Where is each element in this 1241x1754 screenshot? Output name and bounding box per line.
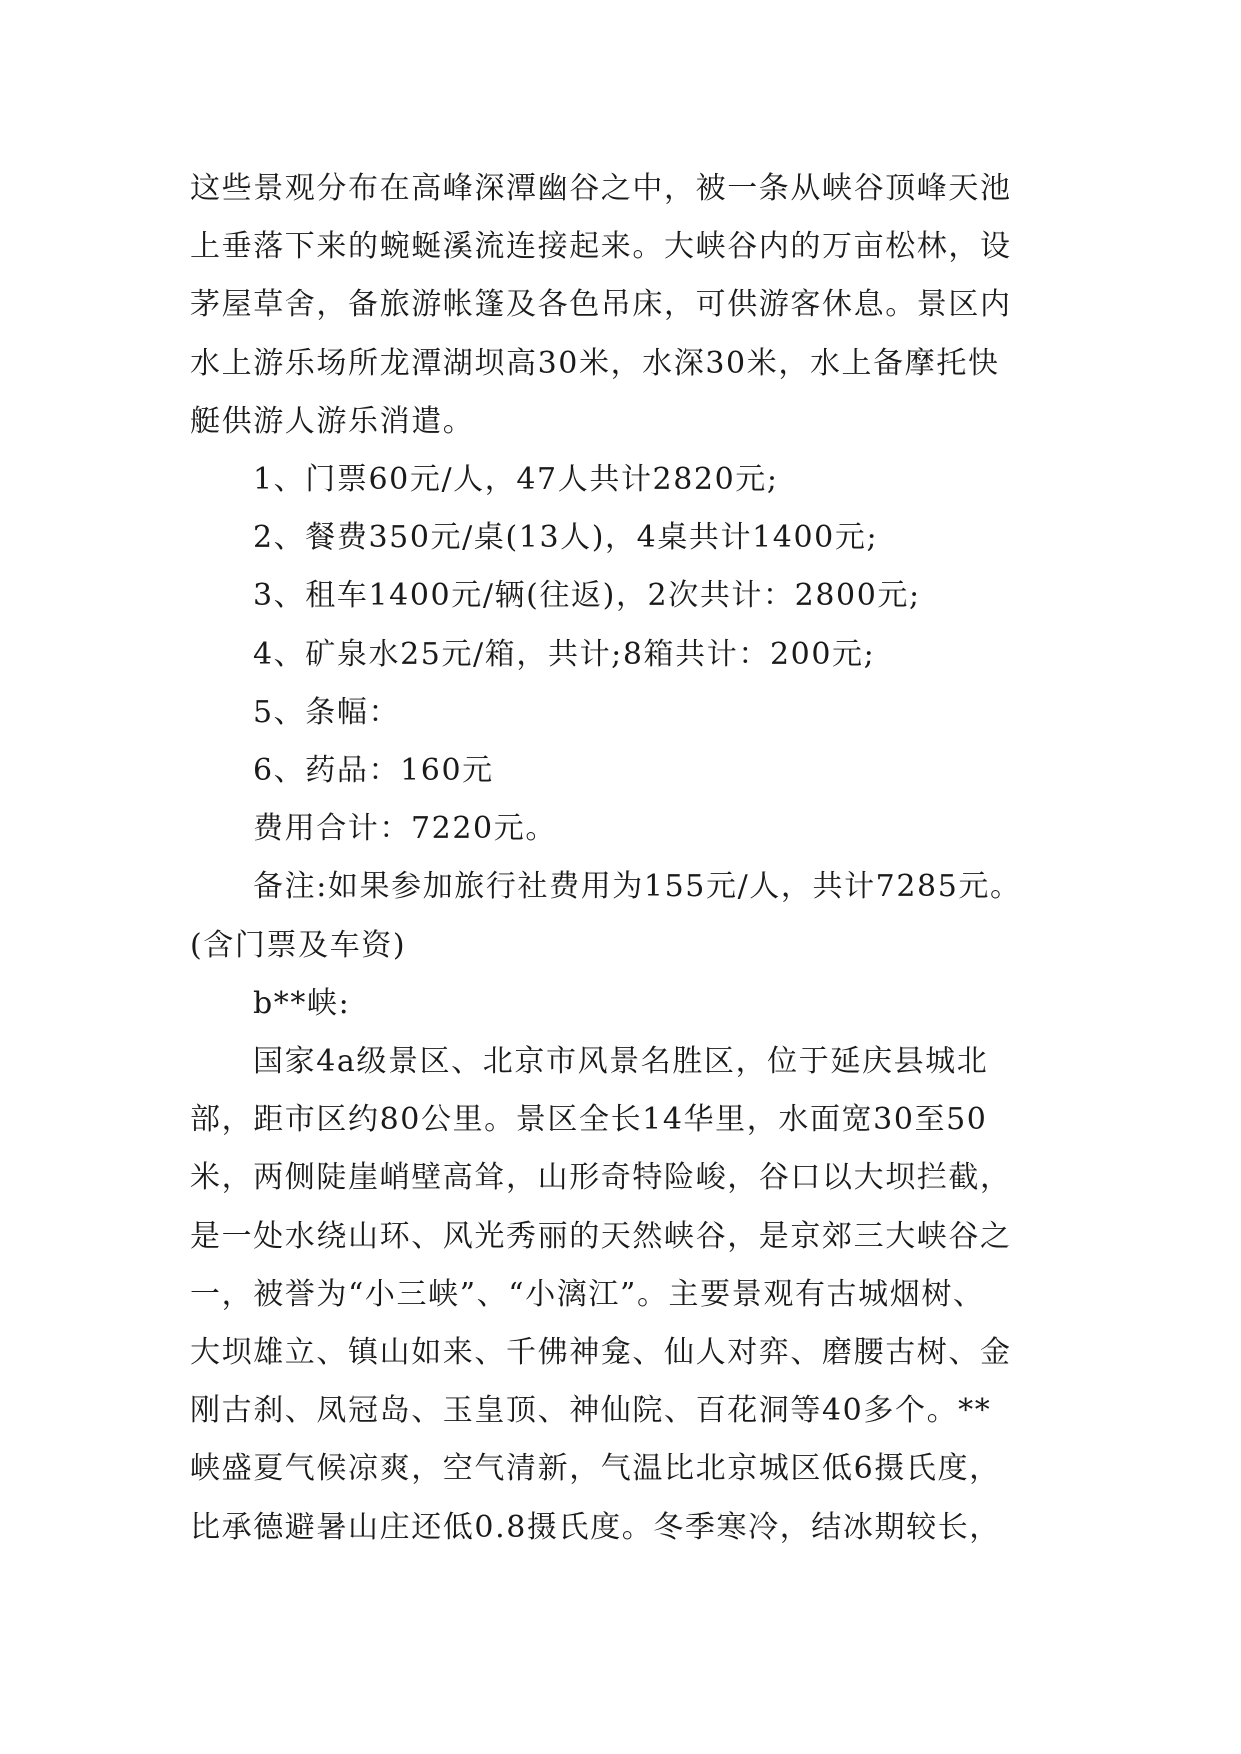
intro-line-2: 上垂落下来的蜿蜒溪流连接起来。大峡谷内的万亩松林，设 (190, 229, 1012, 265)
cost-item-1: 1、门票60元/人，47人共计2820元; (253, 462, 779, 498)
section-line-1: 国家4a级景区、北京市风景名胜区，位于延庆县城北 (253, 1044, 989, 1080)
section-line-6: 大坝雄立、镇山如来、千佛神龛、仙人对弈、磨腰古树、金 (190, 1335, 1012, 1371)
cost-item-4: 4、矿泉水25元/箱，共计;8箱共计：200元; (253, 636, 876, 672)
document-body (190, 160, 1060, 1557)
cost-item-6: 6、药品：160元 (253, 753, 494, 789)
cost-total: 费用合计：7220元。 (253, 811, 557, 847)
cost-item-3: 3、租车1400元/辆(往返)，2次共计：2800元; (253, 578, 921, 614)
intro-line-5: 艇供游人游乐消遣。 (190, 403, 475, 439)
section-heading: b**峡: (253, 985, 351, 1021)
section-line-2: 部，距市区约80公里。景区全长14华里，水面宽30至50 (190, 1102, 988, 1138)
section-line-3: 米，两侧陡崖峭壁高耸，山形奇特险峻，谷口以大坝拦截， (190, 1160, 1012, 1196)
section-line-9: 比承德避暑山庄还低0.8摄氏度。冬季寒冷，结冰期较长， (190, 1509, 1001, 1545)
cost-item-2: 2、餐费350元/桌(13人)，4桌共计1400元; (253, 520, 879, 556)
note-line-1: 备注:如果参加旅行社费用为155元/人，共计7285元。 (253, 869, 1022, 905)
section-line-4: 是一处水绕山环、风光秀丽的天然峡谷，是京郊三大峡谷之 (190, 1218, 1012, 1254)
note-line-2: (含门票及车资) (190, 927, 407, 963)
intro-line-3: 茅屋草舍，备旅游帐篷及各色吊床，可供游客休息。景区内 (190, 287, 1012, 323)
intro-line-1: 这些景观分布在高峰深潭幽谷之中，被一条从峡谷顶峰天池 (190, 171, 1012, 206)
intro-line-4: 水上游乐场所龙潭湖坝高30米，水深30米，水上备摩托快 (190, 345, 1000, 381)
section-line-7: 刚古刹、凤冠岛、玉皇顶、神仙院、百花洞等40多个。** (190, 1393, 992, 1429)
section-line-8: 峡盛夏气候凉爽，空气清新，气温比北京城区低6摄氏度， (190, 1451, 1001, 1487)
section-line-5: 一，被誉为“小三峡”、“小漓江”。主要景观有古城烟树、 (190, 1276, 985, 1312)
cost-item-5: 5、条幅： (253, 694, 401, 730)
